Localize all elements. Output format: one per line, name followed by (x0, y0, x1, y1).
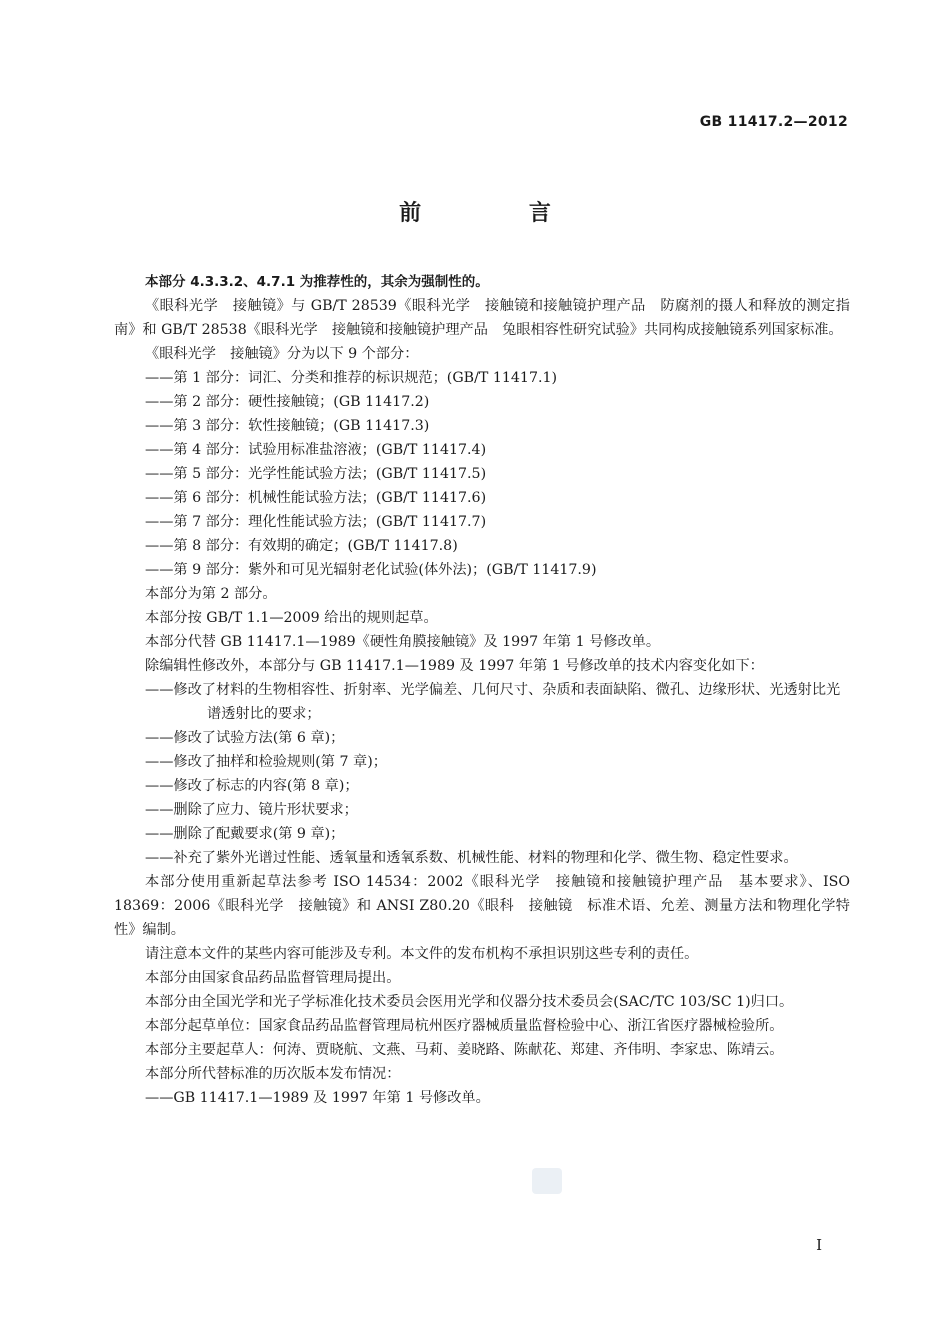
list-item-part: ——第 2 部分：硬性接触镜；(GB 11417.2) (145, 394, 430, 410)
list-item-part: ——第 9 部分：紫外和可见光辐射老化试验(体外法)；(GB/T 11417.9) (145, 562, 597, 578)
paragraph-series: 《眼科光学 接触镜》与 GB/T 28539《眼科光学 接触镜和接触镜护理产品 防腐剂的摄人和释放的测定指南》和 GB/T 28538《眼科光学 接触镜和接触镜护理产品 兔眼相容性研究试验》共同构成接触镜系列国家标准。 (114, 298, 850, 338)
paragraph-proposer: 本部分由国家食品药品监督管理局提出。 (145, 970, 401, 986)
paragraph-drafting-rules: 本部分按 GB/T 1.1—2009 给出的规则起草。 (145, 610, 438, 626)
paragraph-references: 本部分使用重新起草法参考 ISO 14534：2002《眼科光学 接触镜和接触镜护理产品 基本要求》、ISO 18369：2006《眼科光学 接触镜》和 ANSI Z80.20《眼科 接触镜 标准术语、允差、测量方法和物理化学特性》编制。 (114, 874, 850, 938)
list-item-part: ——第 8 部分：有效期的确定；(GB/T 11417.8) (145, 538, 458, 554)
page-title: 前 言 (399, 201, 601, 226)
paragraph-parts-intro: 《眼科光学 接触镜》分为以下 9 个部分： (145, 346, 419, 362)
list-item-change: ——修改了材料的生物相容性、折射率、光学偏差、几何尺寸、杂质和表面缺陷、微孔、边缘形状、光透射比光谱透射比的要求； (145, 682, 841, 722)
paragraph-patent-notice: 请注意本文件的某些内容可能涉及专利。本文件的发布机构不承担识别这些专利的责任。 (145, 946, 699, 962)
list-item-change: ——修改了抽样和检验规则(第 7 章)； (145, 754, 387, 770)
list-item-change: ——删除了应力、镜片形状要求； (145, 802, 358, 818)
list-item-history: ——GB 11417.1—1989 及 1997 年第 1 号修改单。 (145, 1090, 490, 1106)
list-item-change: ——修改了标志的内容(第 8 章)； (145, 778, 359, 794)
list-item-part: ——第 6 部分：机械性能试验方法；(GB/T 11417.6) (145, 490, 487, 506)
standard-code: GB 11417.2—2012 (699, 114, 848, 130)
document-body (114, 270, 850, 1110)
watermark-logo (532, 1168, 562, 1194)
list-item-part: ——第 7 部分：理化性能试验方法；(GB/T 11417.7) (145, 514, 487, 530)
list-item-change: ——删除了配戴要求(第 9 章)； (145, 826, 345, 842)
paragraph-part-number: 本部分为第 2 部分。 (145, 586, 277, 602)
page-number: I (816, 1236, 822, 1254)
list-item-part: ——第 3 部分：软性接触镜；(GB 11417.3) (145, 418, 430, 434)
list-item-part: ——第 4 部分：试验用标准盐溶液；(GB/T 11417.4) (145, 442, 487, 458)
paragraph-history-intro: 本部分所代替标准的历次版本发布情况： (145, 1066, 401, 1082)
paragraph-drafting-units: 本部分起草单位：国家食品药品监督管理局杭州医疗器械质量监督检验中心、浙江省医疗器械检验所。 (145, 1018, 784, 1034)
paragraph-changes-intro: 除编辑性修改外，本部分与 GB 11417.1—1989 及 1997 年第 1 号修改单的技术内容变化如下： (145, 658, 764, 674)
list-item-change: ——修改了试验方法(第 6 章)； (145, 730, 345, 746)
list-item-part: ——第 1 部分：词汇、分类和推荐的标识规范；(GB/T 11417.1) (145, 370, 558, 386)
list-item-part: ——第 5 部分：光学性能试验方法；(GB/T 11417.5) (145, 466, 487, 482)
paragraph-replaces: 本部分代替 GB 11417.1—1989《硬性角膜接触镜》及 1997 年第 1 号修改单。 (145, 634, 661, 650)
list-item-change: ——补充了紫外光谱过性能、透氧量和透氧系数、机械性能、材料的物理和化学、微生物、稳定性要求。 (145, 850, 798, 866)
paragraph-committee: 本部分由全国光学和光子学标准化技术委员会医用光学和仪器分技术委员会(SAC/TC 103/SC 1)归口。 (145, 994, 794, 1010)
paragraph-mandatory-note: 本部分 4.3.3.2、4.7.1 为推荐性的，其余为强制性的。 (145, 274, 489, 290)
paragraph-drafters: 本部分主要起草人：何涛、贾晓航、文燕、马莉、姜晓路、陈献花、郑建、齐伟明、李家忠、陈靖云。 (145, 1042, 784, 1058)
